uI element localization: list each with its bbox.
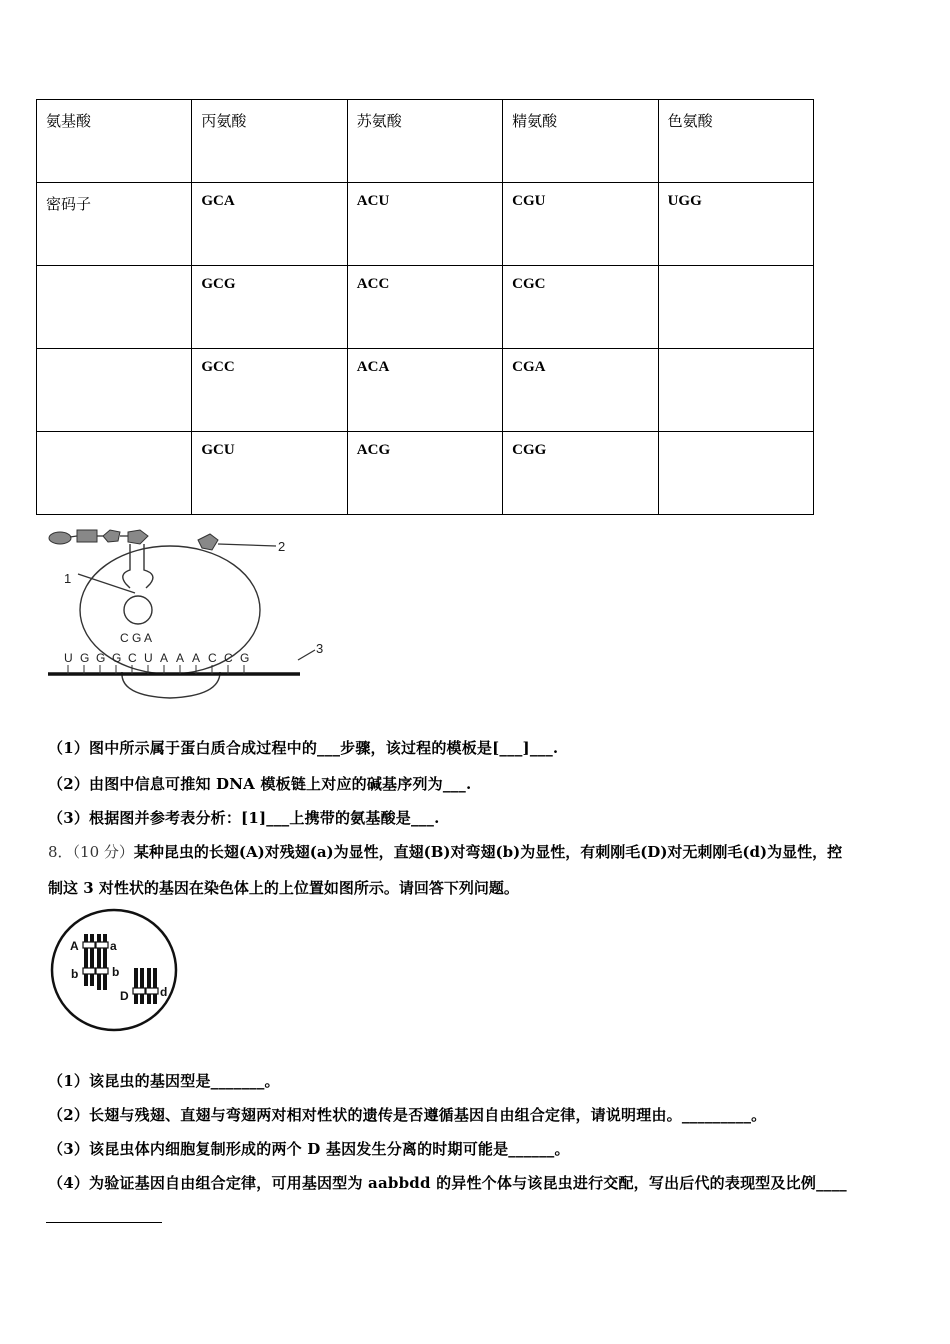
amino-acid-shape: [103, 530, 120, 542]
gene-label: a: [110, 939, 117, 953]
mrna-base: A: [176, 651, 185, 665]
anticodon-base: A: [144, 631, 153, 645]
amino-acid-shape: [77, 530, 97, 542]
q8-stem-line2: 制这 3 对性状的基因在染色体上的上位置如图所示。请回答下列问题。: [48, 879, 519, 897]
ribosome-large-subunit: [80, 546, 260, 674]
q8-stem-line1: [48, 841, 842, 862]
table-row: [37, 183, 814, 266]
mrna-base: U: [144, 651, 153, 665]
chromosome-figure: [46, 904, 186, 1034]
table-cell: GCA: [192, 183, 347, 266]
table-cell: CGG: [503, 432, 658, 515]
gene-loci: [83, 942, 158, 994]
table-cell: [658, 432, 813, 515]
table-cell: 氨基酸: [37, 100, 192, 183]
table-cell: UGG: [658, 183, 813, 266]
table-cell: [37, 266, 192, 349]
codon-table: [36, 99, 814, 515]
anticodon: [120, 631, 152, 645]
table-cell: ACG: [347, 432, 502, 515]
mrna-base: G: [96, 651, 106, 665]
mrna-base: G: [80, 651, 90, 665]
q7-part1: （1）图中所示属于蛋白质合成过程中的___步骤，该过程的模板是[___]___.: [48, 739, 559, 757]
label-3: 3: [316, 641, 324, 656]
q8-part1: （1）该昆虫的基因型是_______。: [48, 1072, 280, 1090]
table-row: [37, 349, 814, 432]
anticodon-base: G: [132, 631, 142, 645]
question-number: 8．（10 分）: [48, 843, 134, 861]
anticodon-base: C: [120, 631, 129, 645]
label-2: 2: [278, 539, 286, 554]
table-cell: 密码子: [37, 183, 192, 266]
q8-part3: （3）该昆虫体内细胞复制形成的两个 D 基因发生分离的时期可能是______。: [48, 1140, 570, 1158]
gene-label: b: [112, 965, 120, 979]
mrna-base: A: [192, 651, 201, 665]
table-row: [37, 100, 814, 183]
table-row: [37, 432, 814, 515]
q8-stem-text: 某种昆虫的长翅(A)对残翅(a)为显性，直翅(B)对弯翅(b)为显性，有刺刚毛(D)对无刺刚毛(d)为显性，控: [133, 843, 843, 861]
trna: [123, 544, 153, 624]
gene-label: D: [120, 989, 129, 1003]
table-cell: ACA: [347, 349, 502, 432]
q7-part2: （2）由图中信息可推知 DNA 模板链上对应的碱基序列为___.: [48, 775, 472, 793]
table-cell: [658, 349, 813, 432]
answer-blank: [46, 1222, 162, 1223]
table-cell: ACC: [347, 266, 502, 349]
table-cell: 丙氨酸: [192, 100, 347, 183]
table-cell: GCG: [192, 266, 347, 349]
mrna-base: A: [160, 651, 169, 665]
gene-label: A: [70, 939, 79, 953]
table-cell: ACU: [347, 183, 502, 266]
table-cell: CGC: [503, 266, 658, 349]
table-cell: 苏氨酸: [347, 100, 502, 183]
table-cell: [37, 432, 192, 515]
gene-label: b: [71, 967, 79, 981]
q7-part3: （3）根据图并参考表分析：[1]___上携带的氨基酸是___.: [48, 809, 440, 827]
table-cell: GCU: [192, 432, 347, 515]
table-cell: [37, 349, 192, 432]
q8-part2: （2）长翅与残翅、直翅与弯翅两对相对性状的遗传是否遵循基因自由组合定律，请说明理由。_________。: [48, 1106, 767, 1124]
table-row: [37, 266, 814, 349]
amino-acid-shape: [49, 532, 71, 544]
table-cell: CGA: [503, 349, 658, 432]
mrna-base: C: [208, 651, 217, 665]
table-cell: CGU: [503, 183, 658, 266]
translation-diagram: [40, 526, 340, 706]
table-cell: GCC: [192, 349, 347, 432]
table-cell: 色氨酸: [658, 100, 813, 183]
q8-part4: （4）为验证基因自由组合定律，可用基因型为 aabbdd 的异性个体与该昆虫进行交配，写出后代的表现型及比例____: [48, 1174, 847, 1192]
mrna-base: G: [240, 651, 250, 665]
table-cell: [658, 266, 813, 349]
amino-acid-shape: [128, 530, 148, 544]
mrna-base: C: [224, 651, 233, 665]
mrna-base: U: [64, 651, 73, 665]
ribosome-small-subunit: [122, 672, 220, 698]
free-amino-acid: [198, 534, 218, 550]
table-cell: 精氨酸: [503, 100, 658, 183]
mrna-base: C: [128, 651, 137, 665]
gene-label: d: [160, 985, 168, 999]
mrna-base: G: [112, 651, 122, 665]
label-1: 1: [64, 571, 72, 586]
